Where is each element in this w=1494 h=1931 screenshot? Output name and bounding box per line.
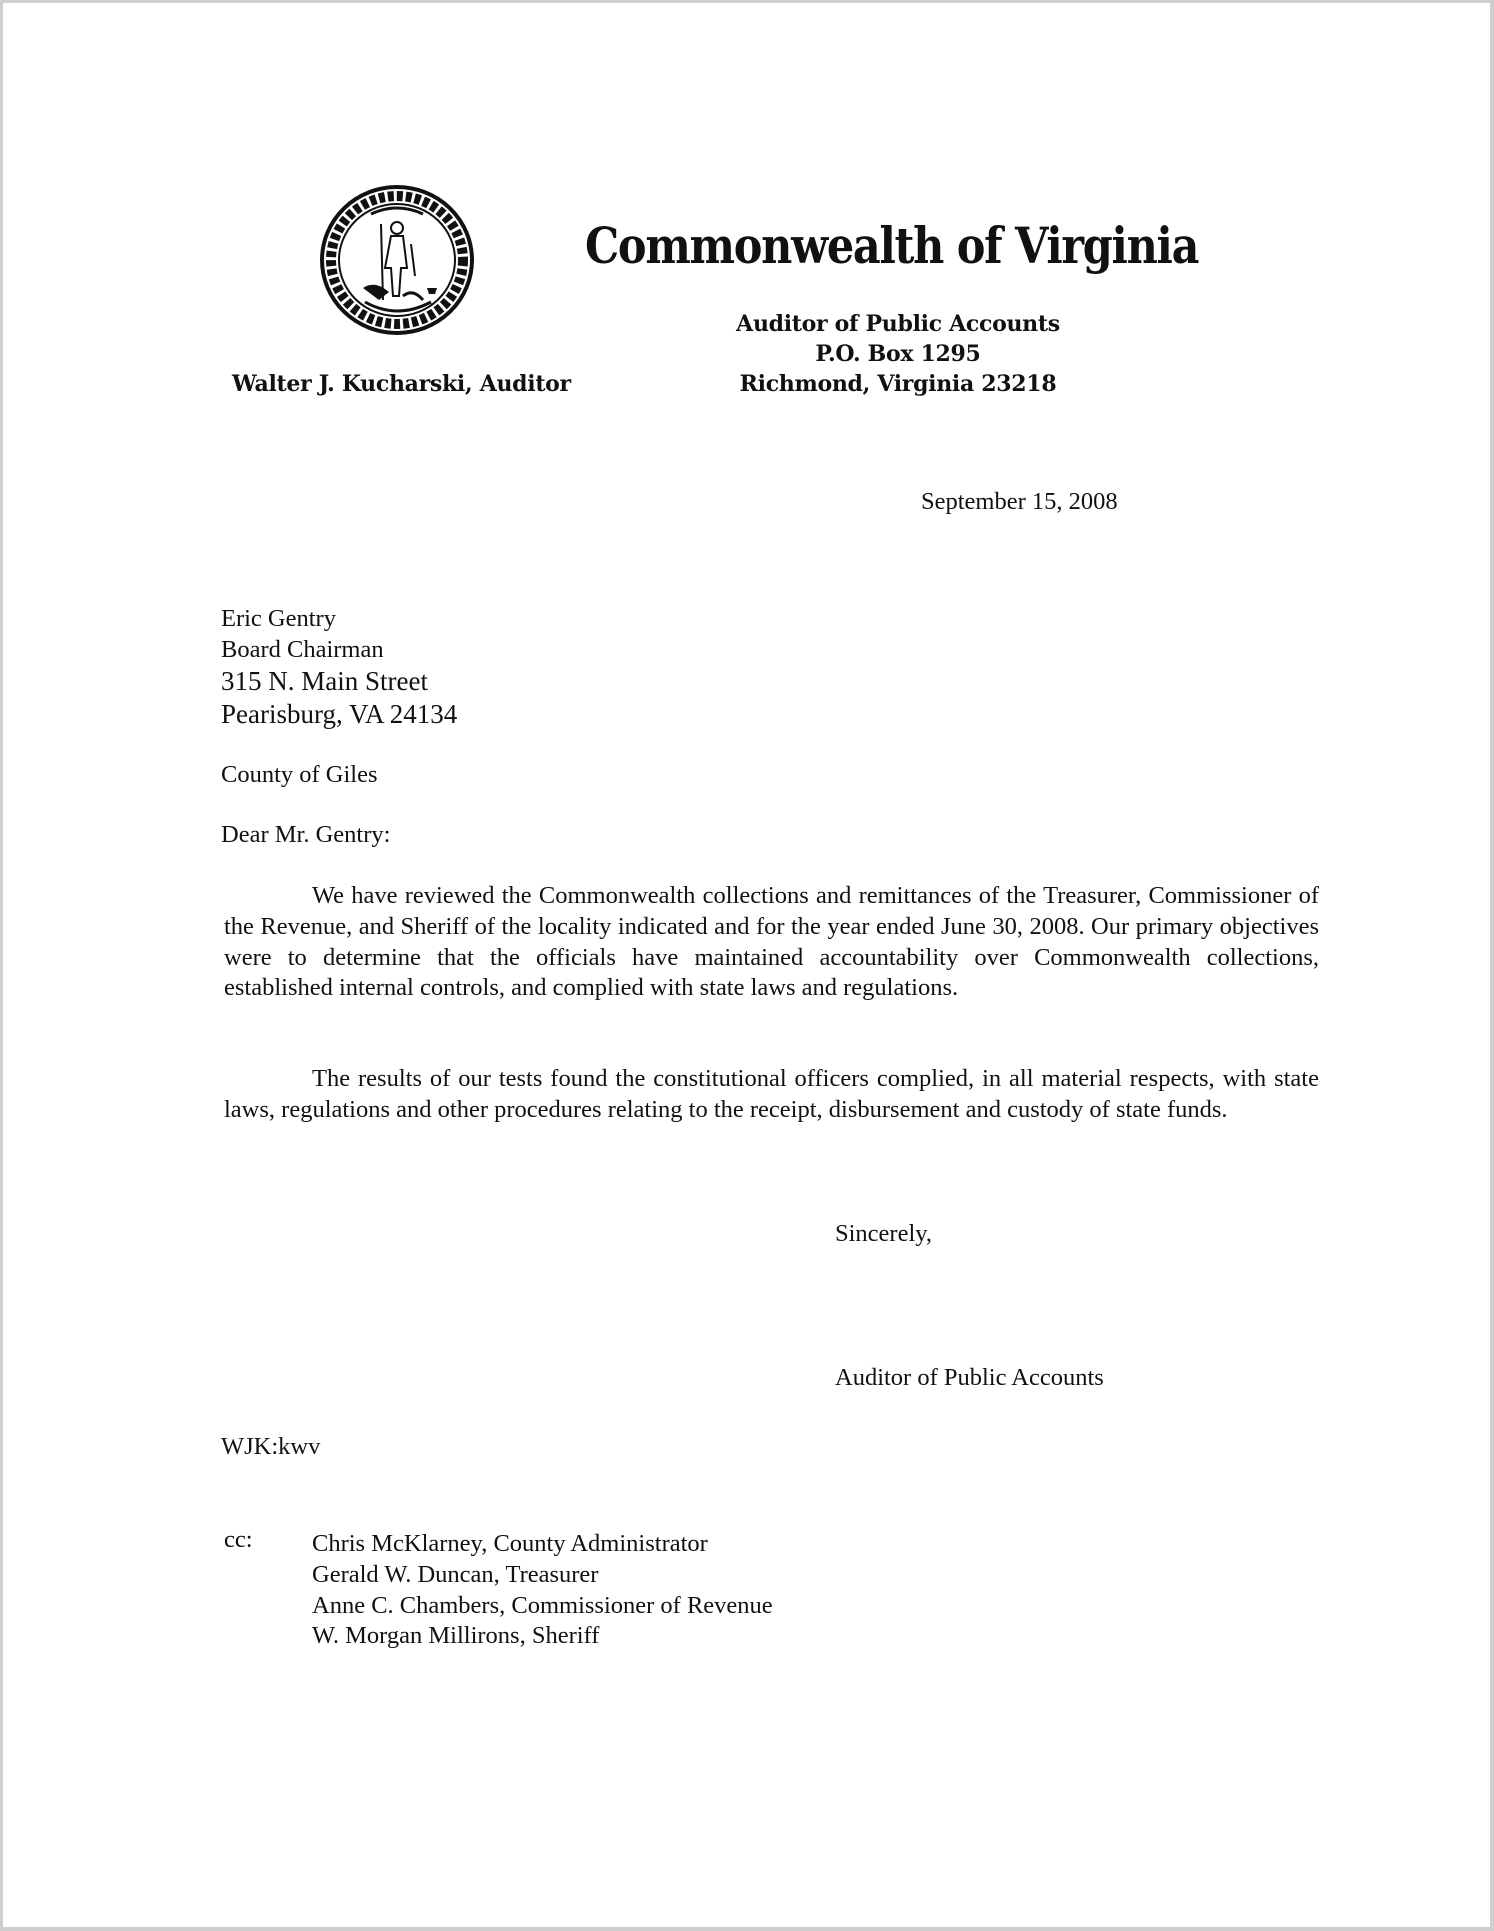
letter-page [3,3,1490,1927]
letterhead-title: Commonwealth of Virginia [585,216,1199,275]
cc-list [312,1529,773,1652]
recipient-name: Eric Gentry [221,605,336,632]
letter-date: September 15, 2008 [921,488,1118,515]
cc-label: cc: [224,1526,253,1553]
cc-recipient: Chris McKlarney, County Administrator [312,1530,708,1557]
closing: Sincerely, [835,1220,933,1247]
cc-recipient: Anne C. Chambers, Commissioner of Revenue [312,1591,773,1619]
virginia-seal-icon [319,184,475,336]
signature-line: Auditor of Public Accounts [835,1364,1104,1391]
locality: County of Giles [221,761,378,788]
office-city: Richmond, Virginia 23218 [739,371,1057,397]
recipient-city: Pearisburg, VA 24134 [221,699,458,729]
body-paragraph-2: The results of our tests found the constitutional officers complied, in all material respects, with state laws, regulations and other procedures relating to the receipt, disbursement and custody of state funds. [224,1065,1319,1123]
recipient-street: 315 N. Main Street [221,666,428,696]
po-box: P.O. Box 1295 [815,341,981,367]
salutation: Dear Mr. Gentry: [221,821,391,848]
auditor-name: Walter J. Kucharski, Auditor [232,371,571,397]
body-paragraph-1: We have reviewed the Commonwealth collections and remittances of the Treasurer, Commissioner of the Revenue, and Sheriff of the locality indicated and for the year ended June 30, 2008. Our primary objectives were to determine that the officials have maintained accountability over Commonwealth collections, established internal controls, and complied with state laws and regulations. [224,882,1319,1002]
cc-recipient: Gerald W. Duncan, Treasurer [312,1560,599,1588]
cc-recipient: W. Morgan Millirons, Sheriff [312,1622,600,1650]
recipient-title: Board Chairman [221,636,384,663]
typist-initials: WJK:kwv [221,1433,321,1460]
office-name: Auditor of Public Accounts [736,311,1060,337]
